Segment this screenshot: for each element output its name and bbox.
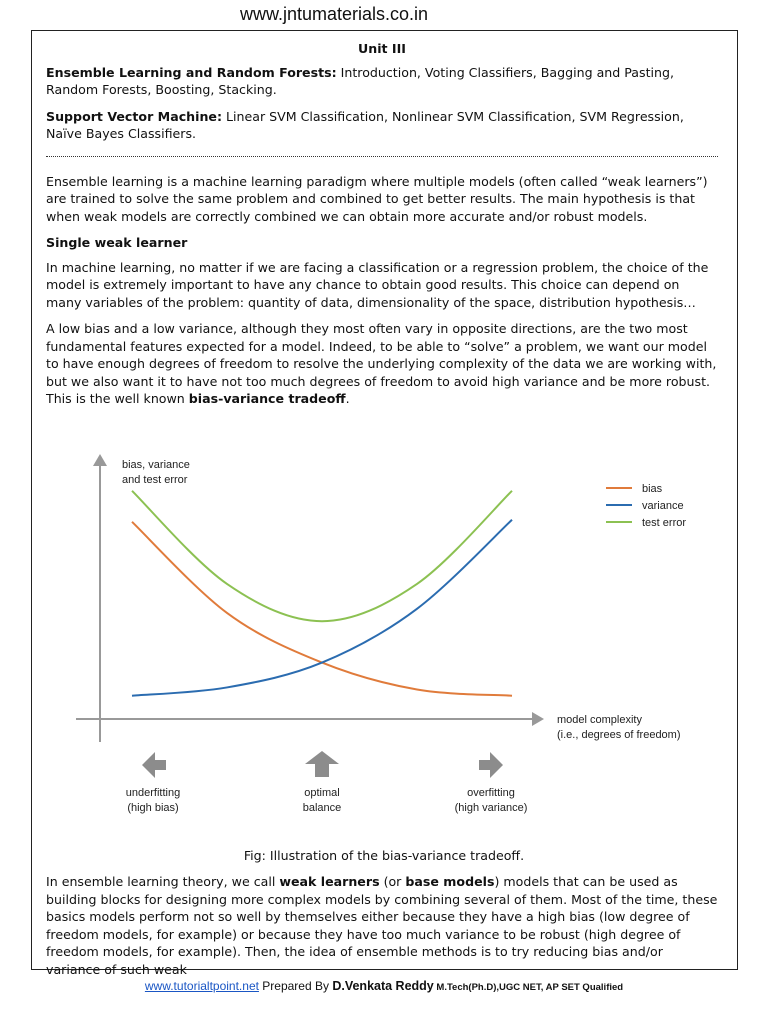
optimal-label-line2: balance (302, 802, 342, 814)
footer-author: D.Venkata Reddy (332, 979, 434, 993)
weak-learners-term: weak learners (279, 874, 380, 889)
x-axis-label-line1: model complexity (557, 714, 642, 726)
y-axis-label-line1: bias, variance (122, 459, 190, 471)
paragraph-2-bold: bias-variance tradeoff (188, 391, 346, 406)
page-content (46, 40, 718, 417)
series-layer (132, 491, 512, 696)
bias-variance-figure (60, 442, 740, 832)
site-header-url: www.jntumaterials.co.in (239, 4, 429, 24)
paragraph-1: In machine learning, no matter if we are facing a classification or a regression problem, the choice of the model is extremely important to have any chance to obtain good results. This choice can depend on many variables of the problem: quantity of data, dimensionality of the space, distribution hypothesis… (46, 259, 709, 310)
overfitting-label-line1: overfitting (467, 787, 515, 799)
section-heading: Single weak learner (46, 235, 188, 250)
bias-variance-chart (60, 442, 740, 832)
footer (0, 979, 768, 993)
underfitting-label-line1: underfitting (125, 787, 181, 799)
legend-label-test-error: test error (642, 517, 687, 529)
series-line-bias (132, 522, 512, 696)
paragraph-3-t3: ) models that can be used as building blocks for designing more complex models by combining several of them. Most of the time, these basics models perform not so well by themselves either because they have a high bias (low degree of freedom models, for example) or because they have too much variance to be robust (high degree of freedom models, for example). Then, the idea of ensemble methods is to try reducing bias and/or variance of such weak (46, 874, 718, 977)
paragraph-2-text: A low bias and a low variance, although they most often vary in opposite directions, are the two most fundamental features expected for a model. Indeed, to be able to “solve” a problem, we want our model to have enough degrees of freedom to resolve the underlying complexity of the data we are working with, but we also want it to have not too much degrees of freedom to avoid high variance and be more robust. This is the well known (46, 321, 717, 406)
syllabus-ensemble-label: Ensemble Learning and Random Forests: (46, 64, 337, 80)
legend-label-variance: variance (642, 500, 684, 512)
footer-qualifications: M.Tech(Ph.D),UGC NET, AP SET Qualified (433, 982, 624, 993)
paragraph-2 (46, 320, 718, 408)
intro-paragraph: Ensemble learning is a machine learning paradigm where multiple models (often called “weak learners”) are trained to solve the same problem and combined to get better results. The main hypothesis is that when weak models are correctly combined we can obtain more accurate and/or robust models. (46, 173, 708, 224)
x-axis-label-line2: (i.e., degrees of freedom) (557, 729, 681, 741)
syllabus-svm-topics: Linear SVM Classification, Nonlinear SVM Classification, SVM Regression, Naïve Bayes Classifiers. (46, 108, 684, 141)
unit-title: Unit III (358, 41, 406, 56)
paragraph-3 (46, 873, 718, 978)
y-axis-label-line2: and test error (122, 474, 188, 486)
syllabus-ensemble-topics: Introduction, Voting Classifiers, Bagging and Pasting, Random Forests, Boosting, Stacking. (46, 64, 674, 97)
syllabus-ensemble (46, 64, 718, 99)
x-axis-arrowhead (532, 712, 544, 726)
series-line-variance (132, 520, 512, 696)
paragraph-3-t2: (or (379, 874, 406, 889)
syllabus-svm-label: Support Vector Machine: (46, 108, 222, 124)
syllabus-svm (46, 108, 718, 143)
underfitting-label-line2: (high bias) (127, 802, 179, 814)
paragraph-2-end: . (345, 391, 350, 406)
y-axis-arrowhead (93, 454, 107, 466)
overfitting-label-line2: (high variance) (454, 802, 528, 814)
legend (606, 483, 686, 529)
series-line-test-error (132, 491, 512, 621)
paragraph-3-t1: In ensemble learning theory, we call (46, 874, 280, 889)
overfitting-arrow-icon (479, 752, 503, 778)
footer-link[interactable]: www.tutorialtpoint.net (144, 979, 259, 993)
base-models-term: base models (405, 874, 495, 889)
optimal-arrow-icon (305, 751, 339, 777)
underfitting-arrow-icon (142, 752, 166, 778)
figure-caption: Fig: Illustration of the bias-variance tradeoff. (243, 848, 525, 863)
dotted-divider (46, 156, 718, 157)
footer-prepared: Prepared By (258, 979, 333, 993)
optimal-label-line1: optimal (304, 787, 340, 799)
legend-label-bias: bias (642, 483, 663, 495)
